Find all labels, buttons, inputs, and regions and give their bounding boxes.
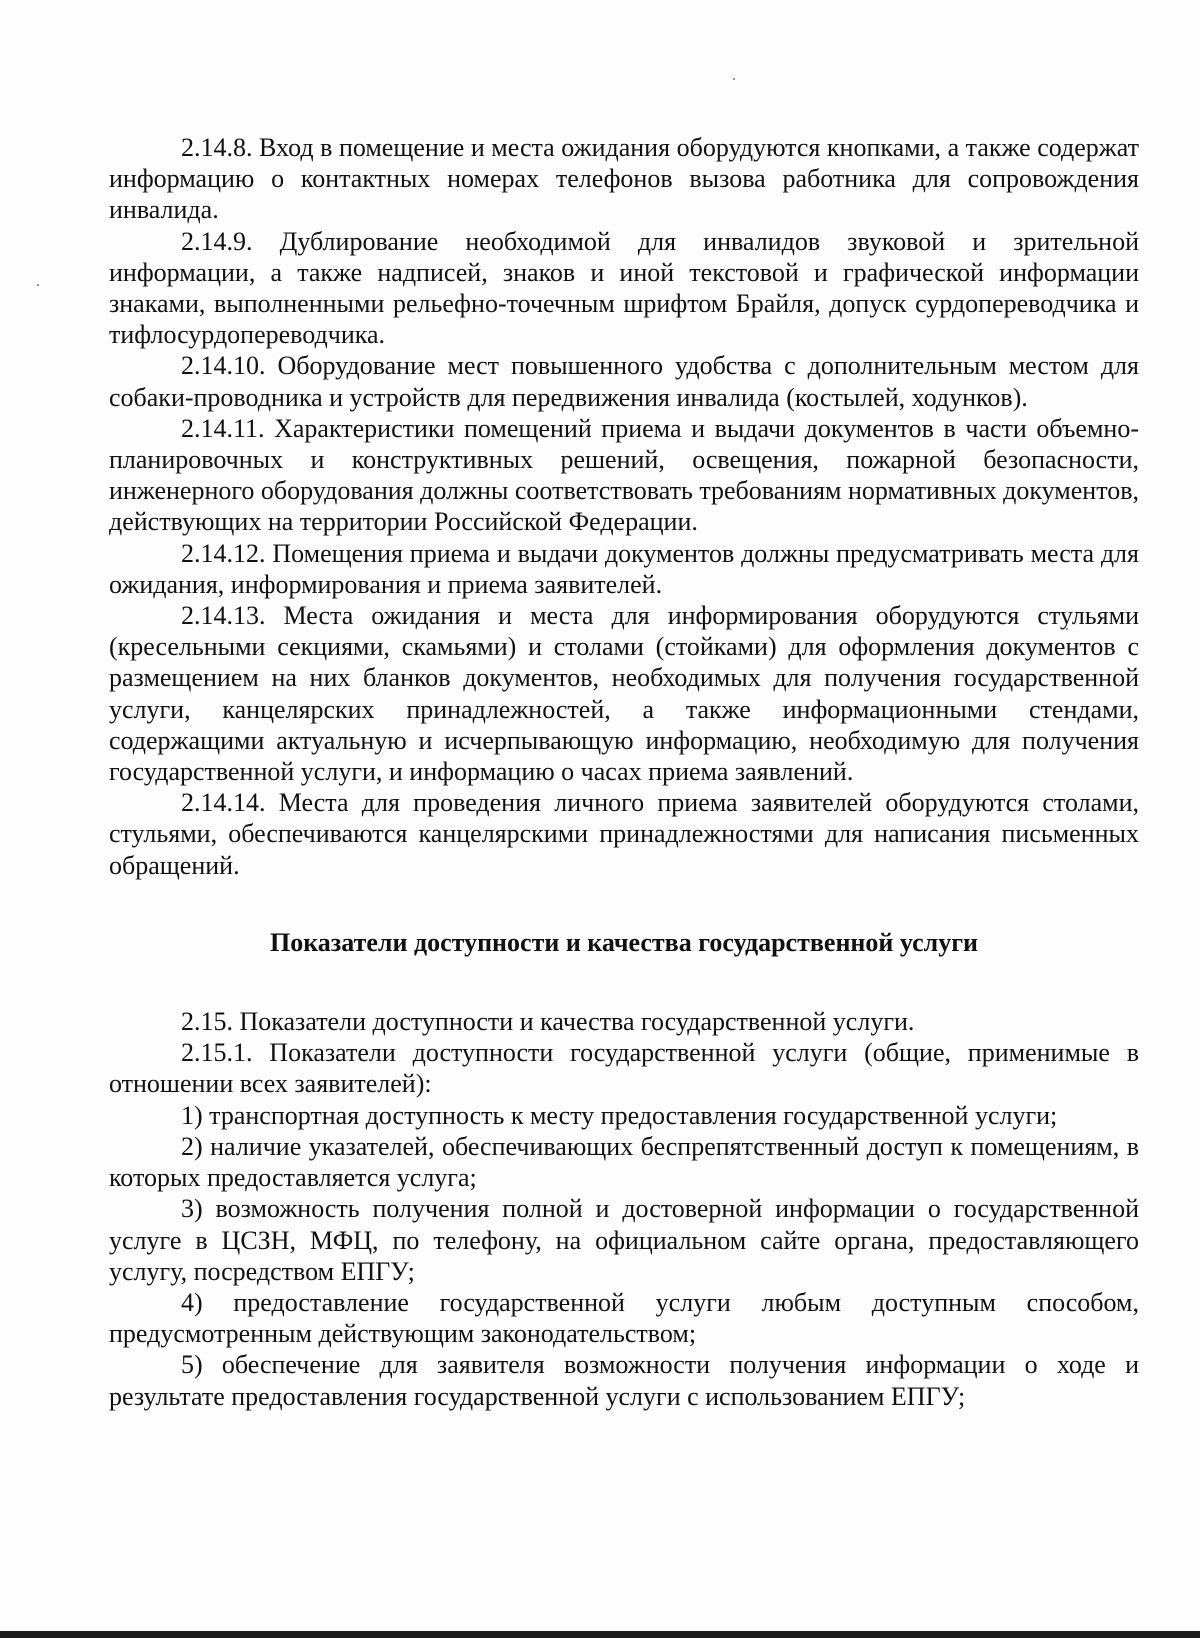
- list-item-1: 1) транспортная доступность к месту предоставления государственной услуги;: [181, 1100, 1058, 1130]
- scan-speck: [733, 78, 735, 80]
- list-item-4: 4) предоставление государственной услуги любым доступным способом, предусмотренным действующим законодательством;: [109, 1287, 1139, 1349]
- paragraph-2-14-14: 2.14.14. Места для проведения личного приема заявителей оборудуются столами, стульями, обеспечиваются канцелярскими принадлежностями для написания письменных обращений.: [109, 788, 1139, 880]
- paragraph-2-14-13: 2.14.13. Места ожидания и места для информирования оборудуются стульями (кресельными секциями, скамьями) и столами (стойками) для оформления документов с размещением на них бланков документов, необходимых для получения государственной услуги, канцелярских принадлежностей, а также информационными стендами, содержащими актуальную и исчерпывающую информацию, необходимую для получения государственной услуги, и информацию о часах приема заявлений.: [109, 601, 1139, 787]
- paragraph-2-14-11: 2.14.11. Характеристики помещений приема и выдачи документов в части объемно-планировочных и конструктивных решений, освещения, пожарной безопасности, инженерного оборудования должны соответствовать требованиям нормативных документов, действующих на территории Российской Федерации.: [109, 413, 1139, 537]
- section-heading: Показатели доступности и качества государственной услуги: [269, 927, 979, 957]
- paragraph-2-14-9: 2.14.9. Дублирование необходимой для инвалидов звуковой и зрительной информации, а также надписей, знаков и иной текстовой и графической информации знаками, выполненными рельефно-точечным шрифтом Брайля, допуск сурдопереводчика и тифлосурдопереводчика.: [109, 226, 1139, 350]
- scan-speck: [37, 284, 39, 286]
- list-item-5: 5) обеспечение для заявителя возможности получения информации о ходе и результате предоставления государственной услуги с использованием ЕПГУ;: [109, 1350, 1139, 1411]
- list-item-2: 2) наличие указателей, обеспечивающих беспрепятственный доступ к помещениям, в которых предоставляется услуга;: [109, 1131, 1139, 1193]
- list-item-3: 3) возможность получения полной и достоверной информации о государственной услуге в ЦСЗН, МФЦ, по телефону, на официальном сайте органа, предоставляющего услугу, посредством ЕПГУ;: [109, 1194, 1139, 1286]
- paragraph-2-14-8: 2.14.8. Вход в помещение и места ожидания оборудуются кнопками, а также содержат информацию о контактных номерах телефонов вызова работника для сопровождения инвалида.: [109, 133, 1139, 225]
- paragraph-2-15-1: 2.15.1. Показатели доступности государственной услуги (общие, применимые в отношении всех заявителей):: [109, 1038, 1139, 1099]
- paragraph-2-15: 2.15. Показатели доступности и качества государственной услуги.: [181, 1007, 915, 1037]
- scan-bottom-edge: [0, 1631, 1200, 1638]
- document-body: [109, 132, 1139, 1412]
- paragraph-2-14-12: 2.14.12. Помещения приема и выдачи документов должны предусматривать места для ожидания, информирования и приема заявителей.: [109, 538, 1139, 599]
- paragraph-2-14-10: 2.14.10. Оборудование мест повышенного удобства с дополнительным местом для собаки-проводника и устройств для передвижения инвалида (костылей, ходунков).: [109, 351, 1139, 412]
